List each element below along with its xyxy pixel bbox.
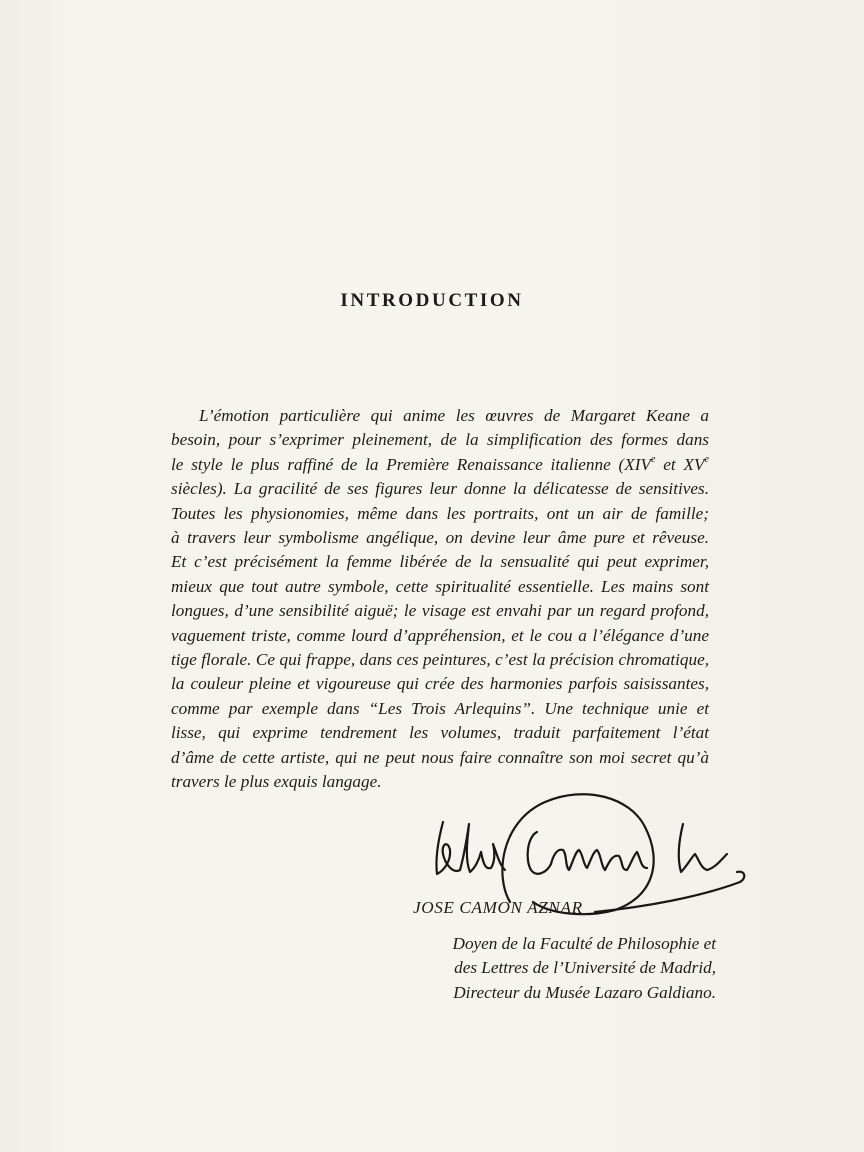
text-line: besoin, pour s’exprimer pleinement, de la simplification des formes dans — [171, 430, 709, 450]
text-line: Et c’est précisément la femme libérée de la sensualité qui peut exprimer, — [171, 552, 709, 572]
text-line: L’émotion particulière qui anime les œuvres de Margaret Keane a — [199, 406, 709, 425]
century-numeral: XV — [683, 454, 705, 474]
text-line: travers le plus exquis langage. — [171, 772, 382, 792]
text-line: siècles). La gracilité de ses figures leur donne la délicatesse de sensitives. — [171, 479, 709, 499]
text-line: longues, d’une sensibilité aiguë; le visage est envahi par un regard profond, — [171, 601, 709, 621]
text-line: d’âme de cette artiste, qui ne peut nous faire connaître son moi secret qu’à — [171, 747, 709, 767]
text-fragment: et — [655, 454, 684, 474]
text-line: lisse, qui exprime tendrement les volumes, traduit parfaitement l’état — [171, 723, 709, 743]
author-name: JOSE CAMON AZNAR — [413, 898, 583, 917]
text-line: vaguement triste, comme lourd d’appréhension, et le cou a l’élégance d’une — [171, 625, 709, 645]
text-line: Toutes les physionomies, même dans les portraits, ont un air de famille; — [171, 503, 709, 523]
introduction-text — [171, 404, 709, 795]
author-titles — [398, 932, 716, 1005]
century-numeral: XIV — [624, 454, 651, 474]
author-title-line: Doyen de la Faculté de Philosophie et — [452, 934, 716, 953]
superscript: e — [651, 454, 656, 466]
page-title: INTRODUCTION — [340, 290, 524, 311]
text-fragment: le style le plus raffiné de la Première Renaissance italienne ( — [171, 454, 625, 474]
author-title-line: des Lettres de l’Université de Madrid, — [454, 958, 716, 978]
text-line: mieux que tout autre symbole, cette spiritualité essentielle. Les mains sont — [171, 576, 709, 596]
text-line: la couleur pleine et vigoureuse qui crée des harmonies parfois saisissantes, — [171, 674, 709, 694]
text-line: comme par exemple dans “Les Trois Arlequins”. Une technique unie et — [171, 698, 709, 718]
text-line: tige florale. Ce qui frappe, dans ces peintures, c’est la précision chromatique, — [171, 650, 709, 670]
superscript: e — [704, 454, 709, 466]
author-title-line: Directeur du Musée Lazaro Galdiano. — [453, 982, 716, 1002]
text-line — [171, 453, 709, 477]
text-line: à travers leur symbolisme angélique, on devine leur âme pure et rêveuse. — [171, 528, 709, 548]
